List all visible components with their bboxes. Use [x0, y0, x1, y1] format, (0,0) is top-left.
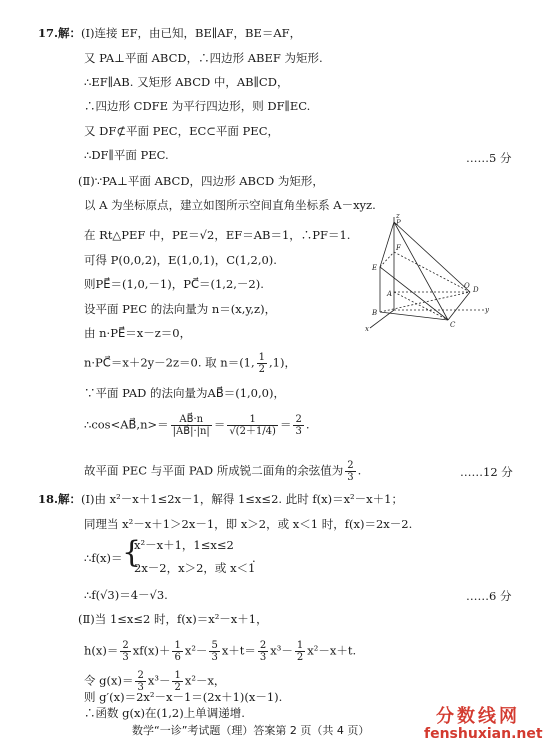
label-o: O: [464, 282, 470, 290]
p17-line-16: ∴cos<AB⃗,n>＝ $\frac{AB⃗\cdot n}{|AB⃗|\cdot|n|}$ ＝ $\frac{1}{√(2+1/4)}$ ＝ $\frac{2}{3}$ .: [84, 414, 310, 437]
frac-half: $\frac{1}{2}$: [258, 352, 266, 375]
watermark-en: fenshuxian.net: [424, 726, 543, 742]
problem-17-header: 17.解：(Ⅰ)连接 EF，由已知，BE∥AF，BE＝AF，: [38, 26, 302, 40]
p17-line-2: 又 PA⊥平面 ABCD，∴四边形 ABEF 为矩形.: [84, 51, 323, 65]
p17-line-14: n·PC⃗＝x＋2y－2z＝0. 取 n＝(1, $\frac{1}{2}$ ,1)，: [84, 352, 296, 375]
label-e: E: [372, 264, 378, 272]
p17-line-15: ∵平面 PAD 的法向量为AB⃗＝(1,0,0)，: [84, 386, 285, 400]
p18-case-2: 2x－2，x＞2，或 x＜1: [134, 561, 256, 575]
frac-cos: $\frac{AB⃗\cdot n}{|AB⃗|\cdot|n|}$: [172, 414, 210, 437]
label-d: D: [473, 286, 479, 294]
p17-score-1: ……5 分: [466, 151, 512, 165]
p18-line-1: (Ⅰ)由 x²－x＋1≤2x－1，解得 1≤x≤2. 此时 f(x)＝x²－x＋1；: [81, 492, 403, 506]
label-z: z: [396, 212, 400, 220]
piecewise-brace: {: [122, 535, 142, 570]
p17-score-2: ……12 分: [460, 465, 513, 479]
page-footer: 数学“一诊”考试题（理）答案第 2 页（共 4 页）: [132, 724, 370, 737]
edge-fd: [394, 252, 470, 292]
watermark-cn: 分数线网: [436, 706, 520, 727]
label-x: x: [365, 325, 369, 332]
p18-case-end: .: [252, 551, 256, 565]
p18-line-5: (Ⅱ)当 1≤x≤2 时，f(x)＝x²－x＋1，: [78, 612, 268, 626]
frac-answer: $\frac{2}{3}$: [347, 460, 354, 483]
p18-case-1: x²－x＋1，1≤x≤2: [134, 538, 234, 552]
p18-line-9: ∴函数 g(x)在(1,2)上单调递增.: [84, 706, 245, 720]
p17-line-3: ∴EF∥AB. 又矩形 ABCD 中，AB∥CD，: [84, 75, 289, 89]
p18-line-2: 同理当 x²－x＋1＞2x－1，即 x＞2，或 x＜1 时，f(x)＝2x－2.: [84, 517, 413, 531]
p18-line-6: h(x)＝ $\frac{2}{3}$ xf(x)＋ $\frac{1}{6}$ x²－ $\frac{5}{3}$ x＋t＝ $\frac{2}{3}$ x³－ $\frac{1}{2}$ x²－x＋t.: [84, 640, 357, 663]
problem-18-header: 18.解：(Ⅰ)由 x²－x＋1≤2x－1，解得 1≤x≤2. 此时 f(x)＝x²－x＋1；: [38, 492, 403, 506]
p18-line-4: ∴f(√3)＝4－√3.: [84, 588, 168, 602]
label-a: A: [387, 290, 393, 298]
p17-line-10: 可得 P(0,0,2)，E(1,0,1)，C(1,2,0).: [84, 253, 277, 267]
p17-line-1: (Ⅰ)连接 EF，由已知，BE∥AF，BE＝AF，: [81, 26, 302, 40]
p17-line-9: 在 Rt△PEF 中，PE＝√2，EF＝AB＝1，∴PF＝1.: [84, 228, 351, 242]
p17-line-17: 故平面 PEC 与平面 PAD 所成锐二面角的余弦值为 $\frac{2}{3}$ .: [84, 460, 362, 483]
label-y: y: [485, 306, 489, 314]
edge-bc: [380, 312, 448, 320]
frac-two-thirds: $\frac{2}{3}$: [295, 414, 302, 437]
coordinate-figure: [352, 212, 492, 332]
edge-pc: [394, 222, 448, 320]
p18-line-8: 则 g′(x)＝2x²－x－1＝(2x＋1)(x－1).: [84, 690, 283, 704]
label-b: B: [372, 309, 378, 317]
p17-line-6: ∴DF∥平面 PEC.: [84, 148, 169, 162]
p18-line-7: 令 g(x)＝ $\frac{2}{3}$ x³－ $\frac{1}{2}$ x²－x，: [84, 670, 226, 693]
p17-line-5: 又 DF⊄平面 PEC，EC⊂平面 PEC，: [84, 124, 279, 138]
edge-pe: [380, 222, 394, 267]
p18-line-3: ∴f(x)＝: [84, 551, 123, 565]
frac-sqrt: $\frac{1}{√(2+1/4)}$: [229, 414, 276, 437]
p17-line-12: 设平面 PEC 的法向量为 n＝(x,y,z)，: [84, 302, 277, 316]
edge-pd: [394, 222, 470, 292]
p17-line-8: 以 A 为坐标原点，建立如图所示空间直角坐标系 A－xyz.: [84, 198, 376, 212]
p17-line-11: 则PE⃗＝(1,0,－1)，PC⃗＝(1,2,－2).: [84, 277, 264, 291]
label-p: P: [396, 219, 401, 227]
p17-line-7: (Ⅱ)∵PA⊥平面 ABCD，四边形 ABCD 为矩形，: [78, 174, 324, 188]
label-c: C: [450, 321, 456, 329]
p18-score-1: ……6 分: [466, 589, 512, 603]
label-f: F: [396, 244, 401, 252]
p17-line-4: ∴四边形 CDFE 为平行四边形，则 DF∥EC.: [84, 99, 311, 113]
p17-line-13: 由 n·PE⃗＝x－z＝0，: [84, 326, 192, 340]
